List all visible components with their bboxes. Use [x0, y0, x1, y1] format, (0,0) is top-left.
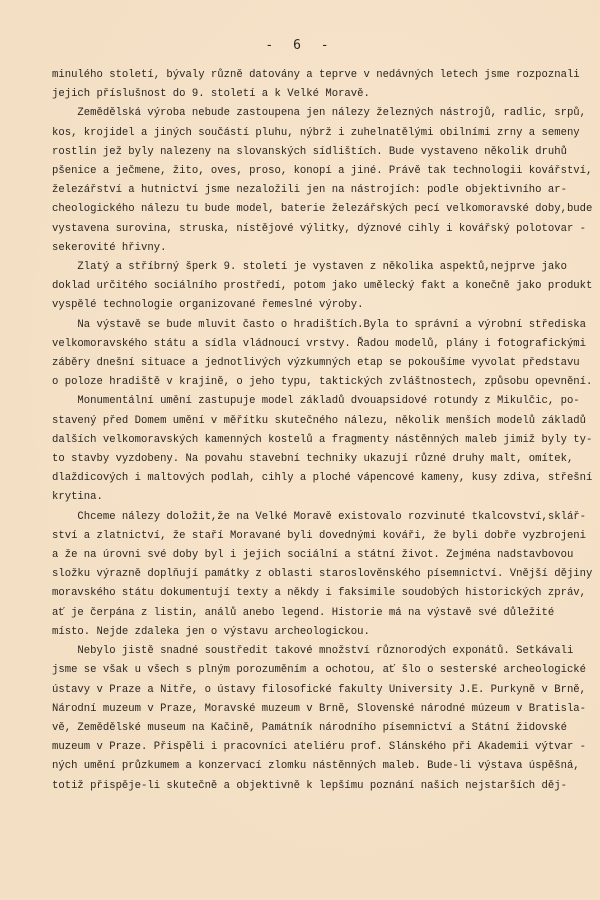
- text-line: muzeum v Praze. Přispěli i pracovníci ateliéru prof. Slánského při Akademii výtvar -: [52, 741, 587, 754]
- text-line: vyspělé technologie organizované řemeslné výroby.: [52, 299, 364, 312]
- text-line: doklad určitého sociálního prostředí, potom jako umělecký fakt a konečně jako produkt: [52, 280, 593, 293]
- text-line: moravského státu dokumentují texty a někdy i faksimile soudobých historických zpráv,: [52, 587, 587, 600]
- text-line: Monumentální umění zastupuje model základů dvouapsidové rotundy z Mikulčic, po-: [52, 395, 580, 408]
- text-line: krytina.: [52, 491, 103, 504]
- text-line: velkomoravského státu a sídla vládnoucí vrstvy. Řadou modelů, plány i fotografickými: [52, 337, 587, 350]
- text-line: stavený před Domem umění v měřítku skutečného nálezu, několik menších modelů základů: [52, 414, 587, 427]
- text-line: rostlin jež byly nalezeny na slovanských sídlištích. Bude vystaveno několik druhů: [52, 145, 567, 158]
- text-line: totiž přispěje-li skutečně a objektivně k lepšímu poznání našich nejstarších děj-: [52, 779, 567, 792]
- paragraph: [52, 392, 593, 507]
- text-line: kos, krojidel a jiných součástí pluhu, nýbrž i zuhelnatělými obilními zrny a semeny: [52, 126, 580, 139]
- text-line: místo. Nejde zdaleka jen o výstavu archeologickou.: [52, 625, 370, 638]
- text-line: Na výstavě se bude mluvit často o hradištích.Byla to správní a výrobní střediska: [52, 318, 587, 331]
- paragraph: [52, 316, 593, 393]
- text-line: cheologického nálezu tu bude model, baterie železářských pecí velkomoravské doby,bude: [52, 203, 593, 216]
- text-line: Zemědělská výroba nebude zastoupena jen nálezy železných nástrojů, radlic, srpů,: [52, 107, 587, 120]
- text-line: jejich příslušnost do 9. století a k Velké Moravě.: [52, 88, 370, 101]
- text-line: záběry dnešní situace a jednotlivých výzkumných etap se pokoušíme vyvolat představu: [52, 357, 580, 370]
- paragraph: [52, 258, 593, 316]
- text-line: složku výrazně doplňují památky z oblasti staroslověnského písemnictví. Vnější dějiny: [52, 568, 593, 581]
- text-line: vě, Zemědělské museum na Kačině, Památník národního písemnictví a Státní židovské: [52, 721, 567, 734]
- text-line: železářství a hutnictví jsme nezaložili jen na nástrojích: podle objektivního ar-: [52, 184, 567, 197]
- text-line: sekerovité hřivny.: [52, 241, 167, 254]
- text-line: dalších velkomoravských kamenných kostelů a fragmenty nástěnných maleb jimiž byly ty-: [52, 433, 593, 446]
- text-line: ství a zlatnictví, že staří Moravané byli dovednými kováři, že byli dobře vyzbrojeni: [52, 529, 587, 542]
- paragraph: [52, 642, 587, 796]
- text-line: minulého století, bývaly různě datovány a teprve v nedávných letech jsme rozpoznali: [52, 69, 580, 81]
- text-line: pšenice a ječmene, žito, oves, proso, konopí a jiné. Právě tak technologii kovářství,: [52, 165, 593, 178]
- text-line: Zlatý a stříbrný šperk 9. století je vystaven z několika aspektů,nejprve jako: [52, 261, 567, 274]
- text-line: a že na úrovni své doby byl i jejich sociální a státní život. Zejména nadstavbovou: [52, 549, 574, 562]
- text-line: Nebylo jistě snadné soustředit takové množství různorodých exponátů. Setkávali: [52, 645, 574, 658]
- text-line: Národní muzeum v Praze, Moravské muzeum v Brně, Slovenské národné múzeum v Bratisla-: [52, 702, 587, 715]
- page-number: - 6 -: [265, 38, 335, 53]
- text-line: ných umění průzkumem a konzervací zlomku nástěnných maleb. Bude-li výstava úspěšná,: [52, 760, 580, 773]
- text-line: jsme se však u všech s plným porozuměním a ochotou, ať šlo o sesterské archeologické: [52, 664, 587, 677]
- text-line: ústavy v Praze a Nitře, o ústavy filosofické fakulty University J.E. Purkyně v Brně,: [52, 683, 587, 696]
- text-line: to stavby vyzdobeny. Na povahu stavební techniky ukazují různé druhy malt, omítek,: [52, 453, 574, 466]
- paragraph: [52, 508, 593, 642]
- text-line: o poloze hradiště v krajině, o jeho typu, taktických zvláštnostech, způsobu opevnění.: [52, 376, 593, 389]
- document-body: [52, 66, 593, 796]
- text-line: ať je čerpána z listin, análů anebo legend. Historie má na výstavě své důležité: [52, 606, 555, 619]
- text-line: vystavena surovina, struska, nístějové výlitky, dýznové cihly i kovářský polotovar -: [52, 222, 587, 235]
- text-line: Chceme nálezy doložit,že na Velké Moravě existovalo rozvinuté tkalcovství,sklář-: [52, 510, 587, 523]
- paragraph: [52, 104, 593, 258]
- text-line: dlaždicových i maltových podlah, cihly a ploché vápencové kameny, kusy zdiva, střešní: [52, 472, 593, 485]
- paragraph: [52, 66, 580, 104]
